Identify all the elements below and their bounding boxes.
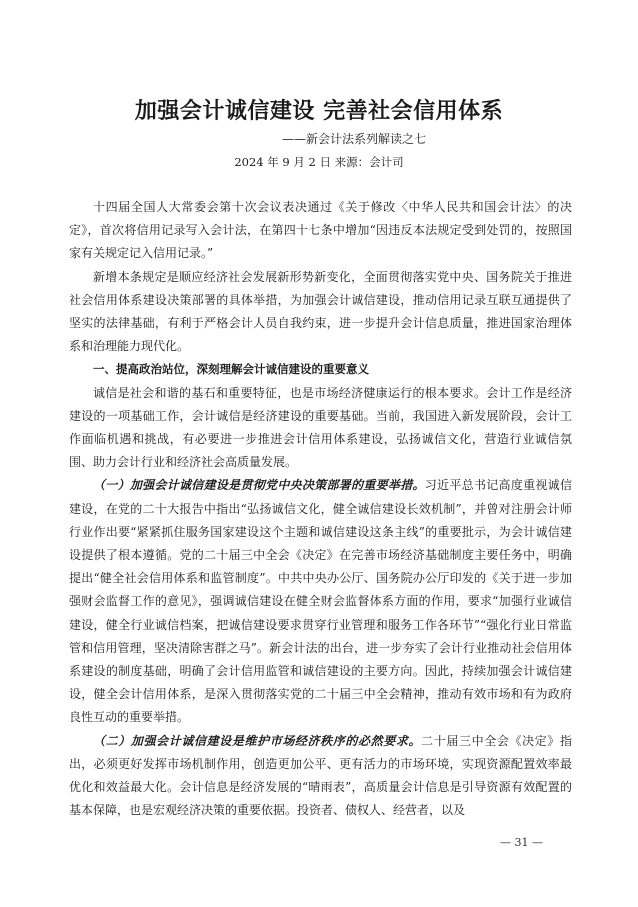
- paragraph: [69, 474, 572, 729]
- article-subtitle: ——新会计法系列解读之七: [281, 132, 426, 146]
- subsection-lead: （二）加强会计诚信建设是维护市场经济秩序的必然要求。: [93, 733, 422, 748]
- article-title: 加强会计诚信建设 完善社会信用体系: [134, 98, 504, 124]
- paragraph: 十四届全国人大常委会第十次会议表决通过《关于修改〈中华人民共和国会计法〉的决定》，首次将信用记录写入会计法，在第四十七条中增加“因违反本法规定受到处罚的，按照国家有关规定记入信用记录。”: [69, 200, 572, 261]
- subsection-text: 习近平总书记高度重视诚信建设，在党的二十大报告中指出“弘扬诚信文化，健全诚信建设长效机制”，并曾对注册会计师行业作出要“紧紧抓住服务国家建设这个主题和诚信建设这条主线”的重要批示，为会计诚信建设提供了根本遵循。党的二十届三中全会《决定》在完善市场经济基础制度主要任务中，明确提出“健全社会信用体系和监管制度”。中共中央办公厅、国务院办公厅印发的《关于进一步加强财会监督工作的意见》，强调诚信建设在健全财会监督体系方面的作用，要求“加强行业诚信建设，健全行业诚信档案，把诚信建设要求贯穿行业管理和服务工作各环节”“强化行业日常监管和信用管理，坚决清除害群之马”。新会计法的出台，进一步夯实了会计行业推动社会信用体系建设的制度基础，明确了会计信用监管和诚信建设的主要方向。因此，持续加强会计诚信建设，健全会计信用体系，是深入贯彻落实党的二十届三中全会精神，推动有效市场和有为政府良性互动的重要举措。: [69, 478, 572, 725]
- subsection-text: 二十届三中全会《决定》指出，必须更好发挥市场机制作用，创造更加公平、更有活力的市场环境，实现资源配置效率最优化和效益最大化。会计信息是经济发展的“晴雨表”，高质量会计信息是引导资源有效配置的基本保障，也是宏观经济决策的重要依据。投资者、债权人、经营者，以及: [69, 733, 572, 818]
- paragraph: 新增本条规定是顺应经济社会发展新形势新变化，全面贯彻落实党中央、国务院关于推进社会信用体系建设决策部署的具体举措，为加强会计诚信建设，推动信用记录互联互通提供了坚实的法律基础，有利于严格会计人员自我约束，进一步提升会计信息质量，推进国家治理体系和治理能力现代化。: [69, 269, 572, 354]
- page-number: — 31 —: [500, 836, 543, 849]
- section-heading: 一、提高政治站位，深刻理解会计诚信建设的重要意义: [93, 362, 369, 377]
- article-dateline: 2024 年 9 月 2 日 来源：会计司: [234, 155, 404, 169]
- paragraph: 诚信是社会和谐的基石和重要特征，也是市场经济健康运行的根本要求。会计工作是经济建设的一项基础工作，会计诚信是经济建设的重要基础。当前，我国进入新发展阶段，会计工作面临机遇和挑战，有必要进一步推进会计信用体系建设，弘扬诚信文化，营造行业诚信氛围、助力会计行业和经济社会高质量发展。: [69, 385, 572, 470]
- paragraph: [69, 730, 572, 823]
- subsection-lead: （一）加强会计诚信建设是贯彻党中央决策部署的重要举措。: [93, 478, 425, 493]
- article-body: [69, 196, 572, 822]
